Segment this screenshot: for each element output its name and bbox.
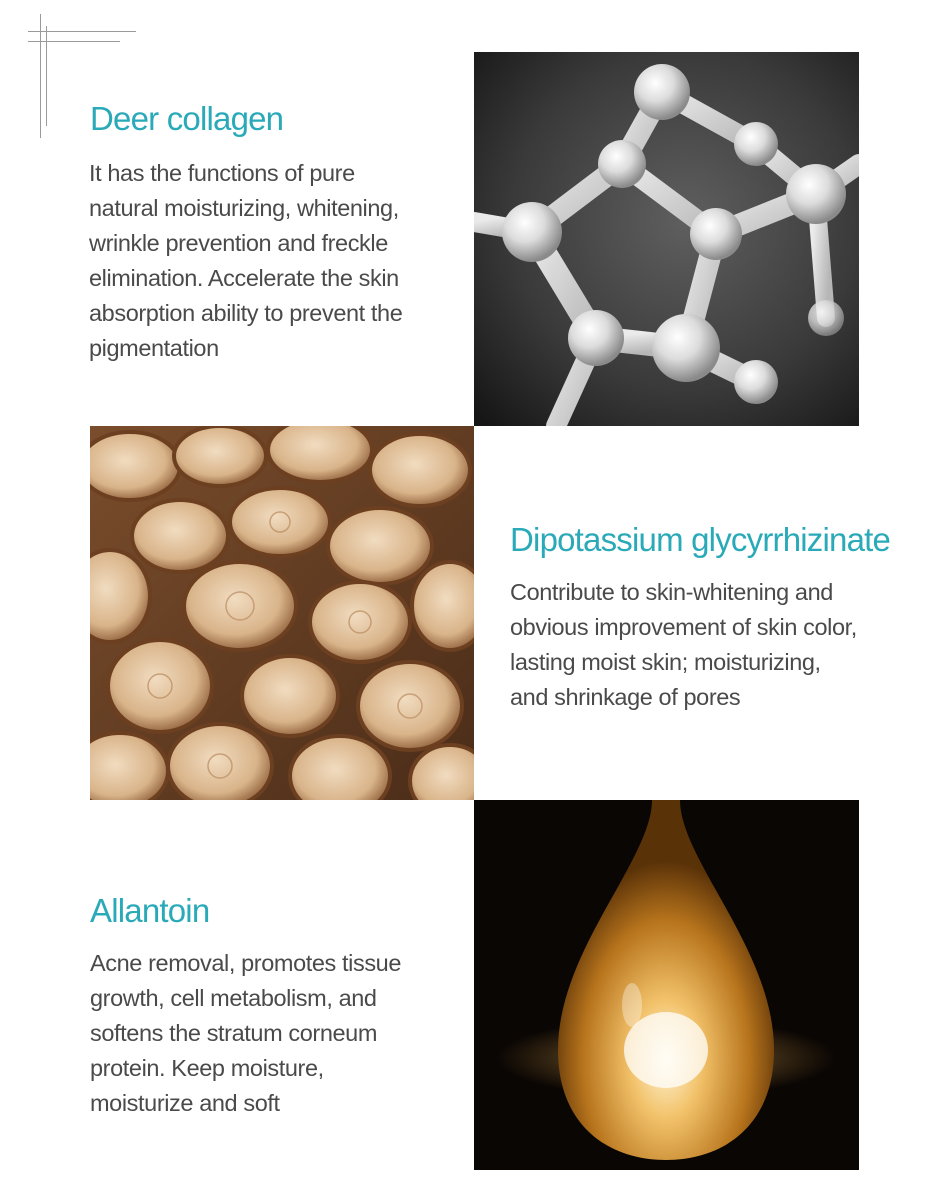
collagen-molecule-image bbox=[474, 52, 859, 426]
section-description: Acne removal, promotes tissue growth, cell metabolism, and softens the stratum corneum protein. Keep moisture, moisturize and soft bbox=[90, 950, 402, 1116]
corner-decoration-horizontal-2 bbox=[28, 41, 120, 42]
section-description: Contribute to skin-whitening and obvious improvement of skin color, lasting moist skin; moisturizing, and shrinkage of pores bbox=[510, 579, 857, 710]
section-title: Deer collagen bbox=[90, 100, 284, 137]
golden-oil-drop-image bbox=[474, 800, 859, 1170]
section-title: Allantoin bbox=[90, 892, 210, 929]
section-title: Dipotassium glycyrrhizinate bbox=[510, 521, 891, 558]
section-description: It has the functions of pure natural moisturizing, whitening, wrinkle prevention and freckle elimination. Accelerate the skin absorption ability to prevent the pigmentation bbox=[89, 160, 403, 361]
corner-decoration-vertical-1 bbox=[40, 14, 41, 138]
corner-decoration-horizontal-1 bbox=[28, 31, 136, 32]
licorice-root-slices-image bbox=[90, 426, 474, 800]
